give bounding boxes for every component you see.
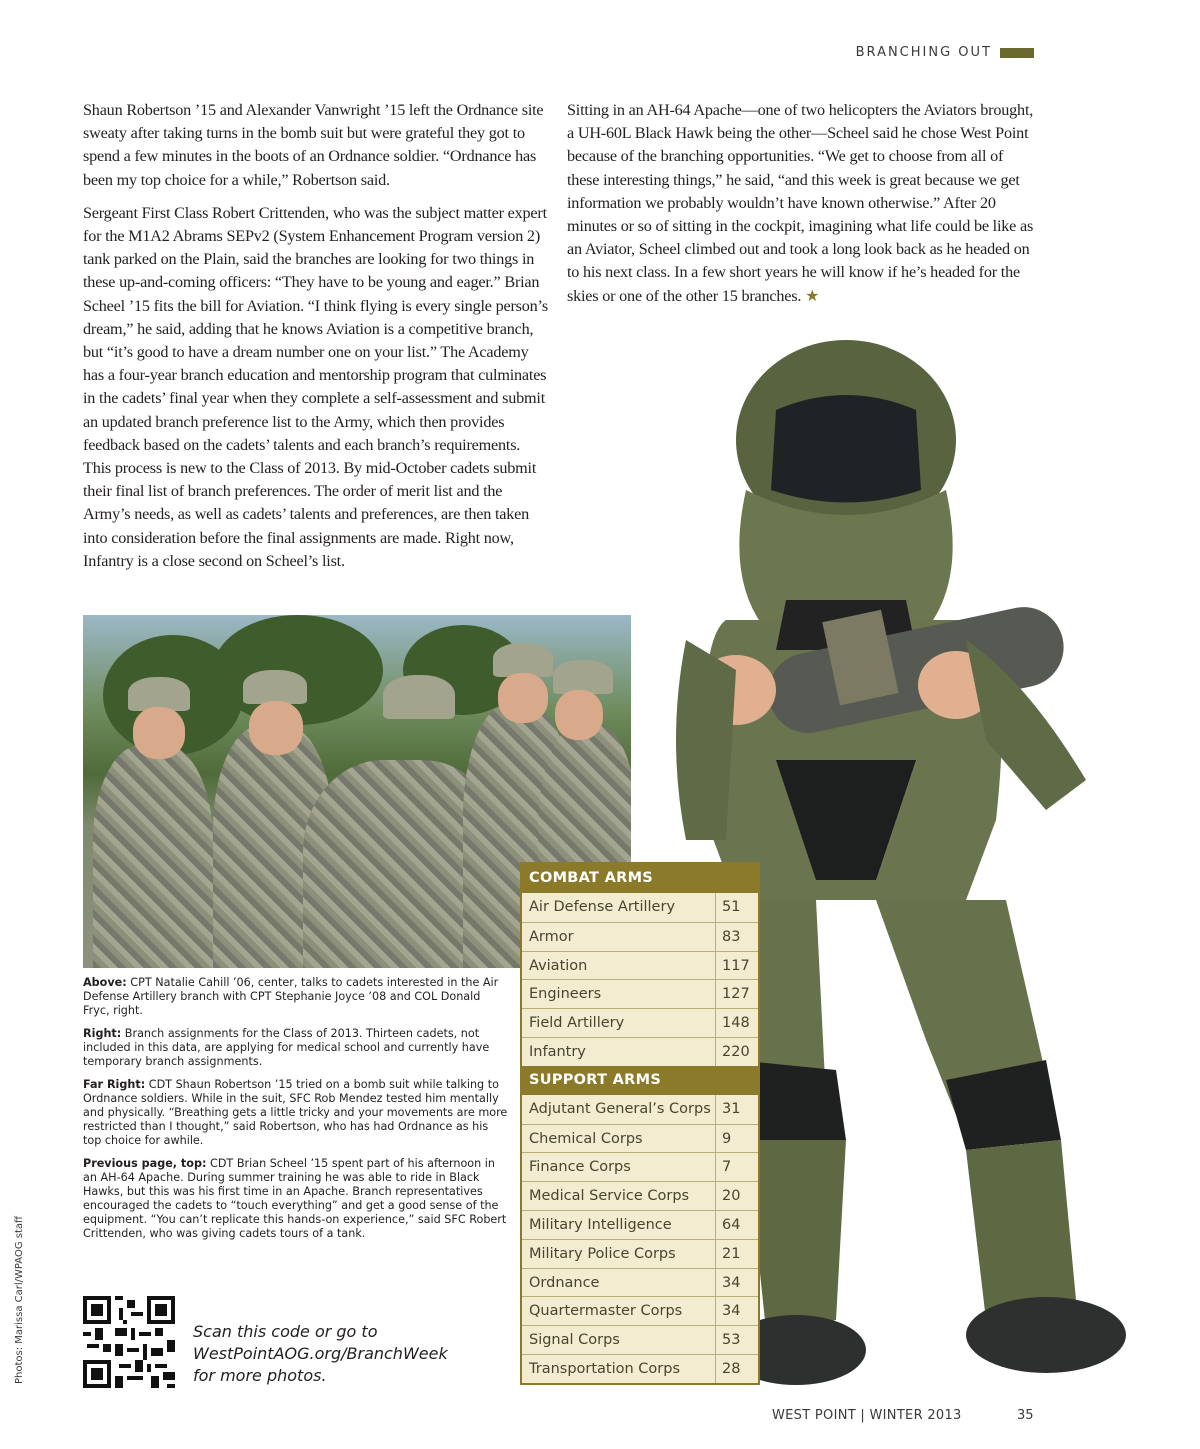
scan-url-link[interactable]: WestPointAOG.org/BranchWeek [193, 1344, 448, 1363]
branch-name: Signal Corps [522, 1326, 716, 1354]
branch-name: Field Artillery [522, 1009, 716, 1037]
article-paragraph [567, 99, 1037, 308]
table-row [522, 1008, 758, 1037]
scan-line: Scan this code or go to [193, 1322, 378, 1341]
right-shin [966, 1140, 1076, 1320]
table-row [522, 1124, 758, 1153]
helmet-visor [771, 395, 921, 503]
branch-name: Transportation Corps [522, 1355, 716, 1383]
table-row [522, 1152, 758, 1181]
branch-count: 64 [722, 1216, 741, 1233]
section-title: BRANCHING OUT [855, 45, 992, 60]
section-header [856, 45, 1034, 60]
tree-foliage [213, 615, 383, 725]
cadet-figure [93, 745, 213, 968]
branch-name: Adjutant General’s Corps [522, 1095, 716, 1124]
patrol-cap [128, 677, 190, 711]
branch-name: Aviation [522, 952, 716, 980]
caption-text: CDT Shaun Robertson ’15 tried on a bomb suit while talking to Ordnance soldiers. While in the suit, SFC Rob Mendez tested him mentally and physically. “Breathing gets a little tricky and your movements are more restricted than I thought,” said Robertson, who has had Ordnance as his top choice for awhile. [83, 1078, 508, 1147]
branch-count: 53 [722, 1332, 741, 1349]
officer-face [498, 673, 548, 723]
patrol-cap [493, 643, 553, 677]
qr-code[interactable] [83, 1296, 175, 1388]
branch-name: Military Police Corps [522, 1240, 716, 1268]
caption-text: CPT Natalie Cahill ’06, center, talks to cadets interested in the Air Defense Artillery branch with CPT Stephanie Joyce ’08 and COL Donald Fryc, right. [83, 976, 499, 1017]
table-row [522, 979, 758, 1008]
table-row [522, 1239, 758, 1268]
footer-publication: WEST POINT | WINTER 2013 [772, 1408, 962, 1423]
branch-count: 220 [722, 1043, 750, 1060]
table-row [522, 922, 758, 951]
cadet-face [249, 701, 303, 755]
table-row [522, 1210, 758, 1239]
branch-name: Engineers [522, 980, 716, 1008]
branch-name: Finance Corps [522, 1153, 716, 1181]
caption-label: Above: [83, 976, 127, 989]
photo-captions [83, 976, 508, 1250]
caption-text: CDT Brian Scheel ’15 spent part of his afternoon in an AH-64 Apache. During summer training he was able to ride in Black Hawks, but this was his first time in an Apache. Branch representatives encouraged the cadets to “touch everything” and get a good sense of the equipment. “You can’t replicate this hands-on experience,” said SFC Robert Crittenden, who was giving cadets tours of a tank. [83, 1157, 507, 1240]
branch-count: 34 [722, 1303, 741, 1320]
article-column-left [83, 99, 551, 583]
caption [83, 1027, 508, 1069]
branch-count: 34 [722, 1274, 741, 1291]
caption [83, 1078, 508, 1148]
photo-credit: Photos: Marissa Carl/WPAOG staff [14, 1216, 25, 1384]
right-boot [966, 1297, 1126, 1373]
table-row [522, 1354, 758, 1383]
branch-count: 21 [722, 1245, 741, 1262]
left-arm [676, 640, 736, 840]
scan-promo [193, 1321, 448, 1387]
table-row [522, 1268, 758, 1297]
branch-count: 148 [722, 1015, 750, 1032]
branch-name: Armor [522, 923, 716, 951]
patrol-cap [553, 660, 613, 694]
branch-name: Ordnance [522, 1269, 716, 1297]
end-star-icon: ★ [805, 286, 820, 305]
combat-arms-heading: COMBAT ARMS [522, 864, 758, 893]
caption [83, 976, 508, 1018]
branch-count: 83 [722, 928, 741, 945]
support-arms-heading: SUPPORT ARMS [522, 1066, 758, 1095]
table-row [522, 893, 758, 922]
table-row [522, 1325, 758, 1354]
article-paragraph: Shaun Robertson ’15 and Alexander Vanwright ’15 left the Ordnance site sweaty after taking turns in the bomb suit but were grateful they got to spend a few minutes in the boots of an Ordnance soldier. “Ordnance has been my top choice for a while,” Robertson said. [83, 101, 544, 189]
caption-text: Branch assignments for the Class of 2013. Thirteen cadets, not included in this data, are applying for medical school and currently have temporary branch assignments. [83, 1027, 490, 1068]
branch-name: Chemical Corps [522, 1125, 716, 1153]
article-paragraph-text: Sitting in an AH-64 Apache—one of two helicopters the Aviators brought, a UH-60L Black Hawk being the other—Scheel said he chose West Point because of the branching opportunities. “We get to choose from all of these interesting things,” he said, “and this week is great because we get information we probably wouldn’t have known otherwise.” After 20 minutes or so of sitting in the cockpit, imagining what life could be like as an Aviator, Scheel climbed out and took a long look back as he headed on to his next class. In a few short years he will know if he’s headed for the skies or one of the other 15 branches. [567, 101, 1034, 305]
table-row [522, 1037, 758, 1066]
caption-label: Right: [83, 1027, 122, 1040]
table-row [522, 1296, 758, 1325]
left-shin [746, 1140, 846, 1330]
branch-count: 117 [722, 957, 750, 974]
patrol-cap [243, 670, 307, 704]
table-row [522, 951, 758, 980]
branch-count: 127 [722, 986, 750, 1003]
officer-face [555, 690, 603, 740]
caption-label: Previous page, top: [83, 1157, 207, 1170]
branch-count: 31 [722, 1100, 741, 1117]
branch-name: Infantry [522, 1038, 716, 1066]
branch-name: Quartermaster Corps [522, 1297, 716, 1325]
cadet-face [133, 707, 185, 759]
article-column-right [567, 99, 1037, 318]
caption [83, 1157, 508, 1241]
branch-name: Military Intelligence [522, 1211, 716, 1239]
branch-count: 20 [722, 1188, 741, 1205]
scan-line: for more photos. [193, 1366, 327, 1385]
branch-assignments-table [520, 862, 760, 1385]
table-row [522, 1181, 758, 1210]
branch-name: Air Defense Artillery [522, 893, 716, 922]
table-row [522, 1095, 758, 1124]
branch-name: Medical Service Corps [522, 1182, 716, 1210]
section-title-bar [1000, 48, 1034, 58]
branch-count: 9 [722, 1130, 732, 1147]
branch-count: 51 [722, 899, 741, 915]
article-paragraph: Sergeant First Class Robert Crittenden, who was the subject matter expert for the M1A2 Abrams SEPv2 (System Enhancement Program version 2) tank parked on the Plain, said the branches are looking for two things in these up-and-coming officers: “They have to be young and eager.” Brian Scheel ’15 fits the bill for Aviation. “I think flying is every single person’s dream,” he said, adding that he knows Aviation is a competitive branch, but “it’s good to have a dream number one on your list.” The Academy has a four-year branch education and mentorship program that culminates in the cadets’ final year when they complete a self-assessment and submit an updated branch preference list to the Army, which then provides feedback based on the cadets’ talents and each branch’s requirements. This process is new to the Class of 2013. By mid-October cadets submit their final list of branch preferences. The order of merit list and the Army’s needs, as well as cadets’ talents and preferences, are then taken into consideration before the final assignments are made. Right now, Infantry is a close second on Scheel’s list. [83, 203, 548, 570]
caption-label: Far Right: [83, 1078, 146, 1091]
branch-count: 7 [722, 1159, 732, 1176]
patrol-cap [383, 675, 455, 719]
branch-count: 28 [722, 1360, 741, 1377]
page-number: 35 [1017, 1408, 1034, 1423]
